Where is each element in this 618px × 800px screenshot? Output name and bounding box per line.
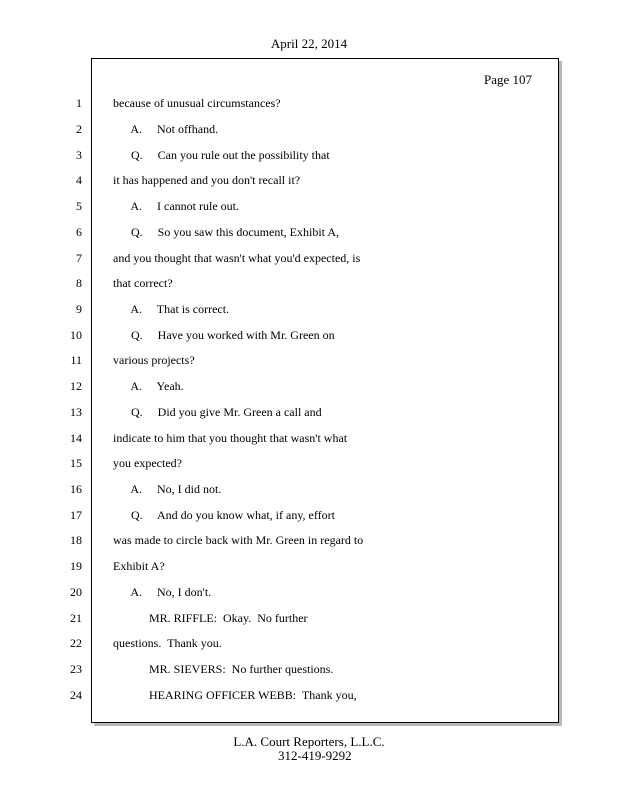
transcript-date: April 22, 2014	[270, 36, 348, 51]
transcript-line: A. That is correct.	[113, 302, 230, 316]
transcript-line: it has happened and you don't recall it?	[113, 173, 301, 187]
transcript-line: A. No, I don't.	[113, 585, 212, 599]
line-number: 13	[70, 405, 82, 419]
transcript-line: questions. Thank you.	[113, 636, 222, 650]
line-number: 2	[76, 122, 82, 136]
transcript-line: Q. Did you give Mr. Green a call and	[113, 405, 322, 419]
transcript-line: various projects?	[113, 353, 195, 367]
transcript-line: indicate to him that you thought that wasn't what	[113, 431, 348, 445]
transcript-line: that correct?	[113, 276, 173, 290]
line-number: 14	[70, 431, 82, 445]
line-number: 20	[70, 585, 82, 599]
transcript-line: and you thought that wasn't what you'd expected, is	[113, 251, 361, 265]
line-number: 5	[76, 199, 82, 213]
transcript-line: MR. RIFFLE: Okay. No further	[113, 611, 308, 625]
transcript-line: Q. Have you worked with Mr. Green on	[113, 328, 335, 342]
line-number: 6	[76, 225, 82, 239]
line-number: 15	[70, 456, 82, 470]
line-number: 23	[70, 662, 82, 676]
transcript-line: was made to circle back with Mr. Green in regard to	[113, 533, 364, 547]
line-number: 17	[70, 508, 82, 522]
transcript-line: Q. So you saw this document, Exhibit A,	[113, 225, 339, 239]
line-number: 22	[70, 636, 82, 650]
transcript-line: Exhibit A?	[113, 559, 165, 573]
line-number: 4	[76, 173, 82, 187]
page-number: Page 107	[484, 72, 533, 87]
line-number: 10	[70, 328, 82, 342]
line-number: 18	[70, 533, 82, 547]
transcript-line: A. Not offhand.	[113, 122, 219, 136]
line-number: 16	[70, 482, 82, 496]
transcript-line: Q. Can you rule out the possibility that	[113, 148, 330, 162]
line-number: 8	[76, 276, 82, 290]
transcript-line: because of unusual circumstances?	[113, 96, 281, 110]
line-number: 11	[70, 353, 82, 367]
line-number: 7	[76, 251, 82, 265]
transcript-line: A. Yeah.	[113, 379, 184, 393]
transcript-line: A. I cannot rule out.	[113, 199, 239, 213]
line-number: 24	[70, 688, 82, 702]
line-number: 19	[70, 559, 82, 573]
transcript-line: Q. And do you know what, if any, effort	[113, 508, 335, 522]
line-number: 1	[76, 96, 82, 110]
court-reporter-phone: 312-419-9292	[278, 748, 352, 763]
transcript-line: HEARING OFFICER WEBB: Thank you,	[113, 688, 357, 702]
line-number: 3	[76, 148, 82, 162]
line-number: 12	[70, 379, 82, 393]
line-number: 21	[70, 611, 82, 625]
line-number: 9	[76, 302, 82, 316]
court-reporter-name: L.A. Court Reporters, L.L.C.	[233, 734, 385, 749]
transcript-line: you expected?	[113, 456, 182, 470]
transcript-line: MR. SIEVERS: No further questions.	[113, 662, 334, 676]
transcript-line: A. No, I did not.	[113, 482, 222, 496]
